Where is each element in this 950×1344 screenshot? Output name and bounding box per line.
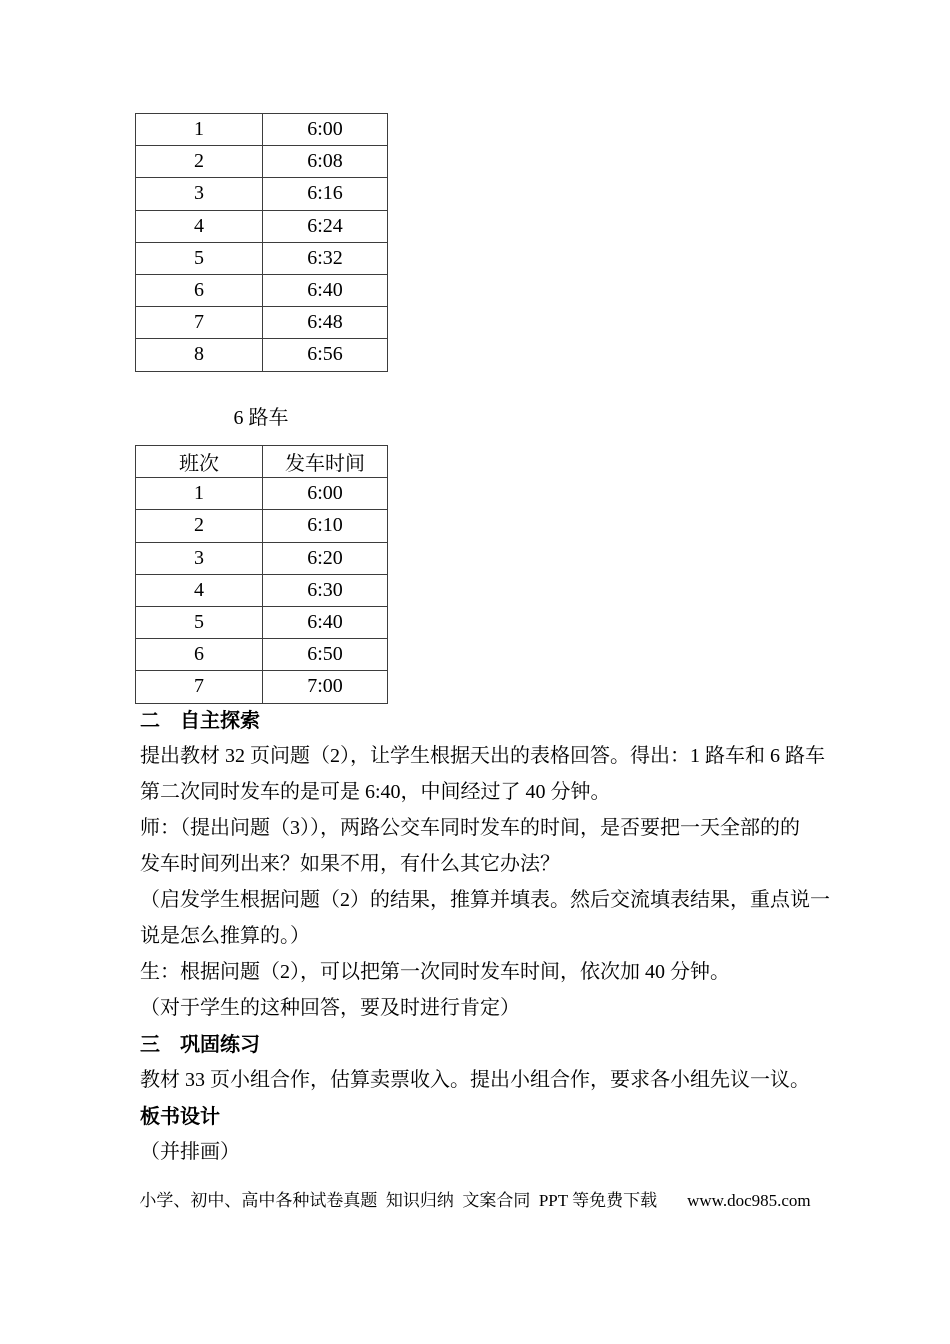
paragraph-line: 发车时间列出来？如果不用，有什么其它办法？ (140, 853, 560, 875)
table-row (136, 307, 388, 339)
footer-url: www.doc985.com (687, 1191, 811, 1210)
time-cell: 6:16 (263, 178, 388, 210)
time-header-cell: 发车时间 (263, 446, 388, 478)
table-row (136, 242, 388, 274)
shift-cell: 6 (136, 274, 263, 306)
footer-text: 小学、初中、高中各种试卷真题 知识归纳 文案合同 PPT 等免费下载 (139, 1191, 658, 1210)
paragraph-line: （对于学生的这种回答，要及时进行肯定） (140, 997, 520, 1019)
time-cell: 6:20 (263, 542, 388, 574)
shift-cell: 1 (136, 478, 263, 510)
paragraph-line: 教材 33 页小组合作，估算卖票收入。提出小组合作，要求各小组先议一议。 (140, 1069, 810, 1091)
shift-cell: 1 (136, 114, 263, 146)
bus-1-schedule-table (135, 113, 388, 372)
time-cell: 6:00 (263, 478, 388, 510)
table-row (136, 339, 388, 371)
shift-cell: 5 (136, 606, 263, 638)
table-row (136, 574, 388, 606)
table-row (136, 210, 388, 242)
time-cell: 7:00 (263, 671, 388, 703)
paragraph-line: 第二次同时发车的是可是 6:40，中间经过了 40 分钟。 (140, 781, 611, 803)
shift-cell: 3 (136, 542, 263, 574)
table-row (136, 146, 388, 178)
section-heading-board-design: 板书设计 (140, 1104, 220, 1128)
time-cell: 6:00 (263, 114, 388, 146)
time-cell: 6:10 (263, 510, 388, 542)
footer (0, 1186, 950, 1211)
bus-6-schedule-table (135, 445, 388, 704)
table-row (136, 671, 388, 703)
table-row (136, 178, 388, 210)
time-cell: 6:32 (263, 242, 388, 274)
time-cell: 6:30 (263, 574, 388, 606)
table-row (136, 606, 388, 638)
time-cell: 6:56 (263, 339, 388, 371)
section-heading-consolidation: 三 巩固练习 (140, 1032, 260, 1056)
table-row (136, 542, 388, 574)
time-cell: 6:40 (263, 606, 388, 638)
time-cell: 6:08 (263, 146, 388, 178)
time-cell: 6:40 (263, 274, 388, 306)
shift-cell: 6 (136, 639, 263, 671)
shift-cell: 2 (136, 510, 263, 542)
table-header-row (136, 446, 388, 478)
shift-cell: 4 (136, 210, 263, 242)
time-cell: 6:50 (263, 639, 388, 671)
paragraph-line: 师：（提出问题（3）），两路公交车同时发车的时间，是否要把一天全部的的 (140, 817, 800, 839)
table-row (136, 510, 388, 542)
table-row (136, 478, 388, 510)
shift-cell: 2 (136, 146, 263, 178)
bus-6-table-title: 6 路车 (233, 407, 289, 429)
section-heading-self-exploration: 二 自主探索 (140, 708, 260, 732)
shift-cell: 3 (136, 178, 263, 210)
table-row (136, 639, 388, 671)
shift-cell: 8 (136, 339, 263, 371)
paragraph-line: （并排画） (140, 1141, 240, 1163)
paragraph-line: 生：根据问题（2），可以把第一次同时发车时间，依次加 40 分钟。 (140, 961, 730, 983)
time-cell: 6:48 (263, 307, 388, 339)
shift-cell: 7 (136, 307, 263, 339)
paragraph-line: （启发学生根据问题（2）的结果，推算并填表。然后交流填表结果，重点说一 (140, 889, 830, 911)
shift-cell: 5 (136, 242, 263, 274)
paragraph-line: 提出教材 32 页问题（2），让学生根据天出的表格回答。得出：1 路车和 6 路车 (140, 745, 825, 767)
paragraph-line: 说是怎么推算的。） (140, 925, 310, 947)
time-cell: 6:24 (263, 210, 388, 242)
table-row (136, 274, 388, 306)
shift-cell: 4 (136, 574, 263, 606)
table-row (136, 114, 388, 146)
shift-cell: 7 (136, 671, 263, 703)
shift-header-cell: 班次 (136, 446, 263, 478)
lesson-body (140, 702, 830, 1170)
